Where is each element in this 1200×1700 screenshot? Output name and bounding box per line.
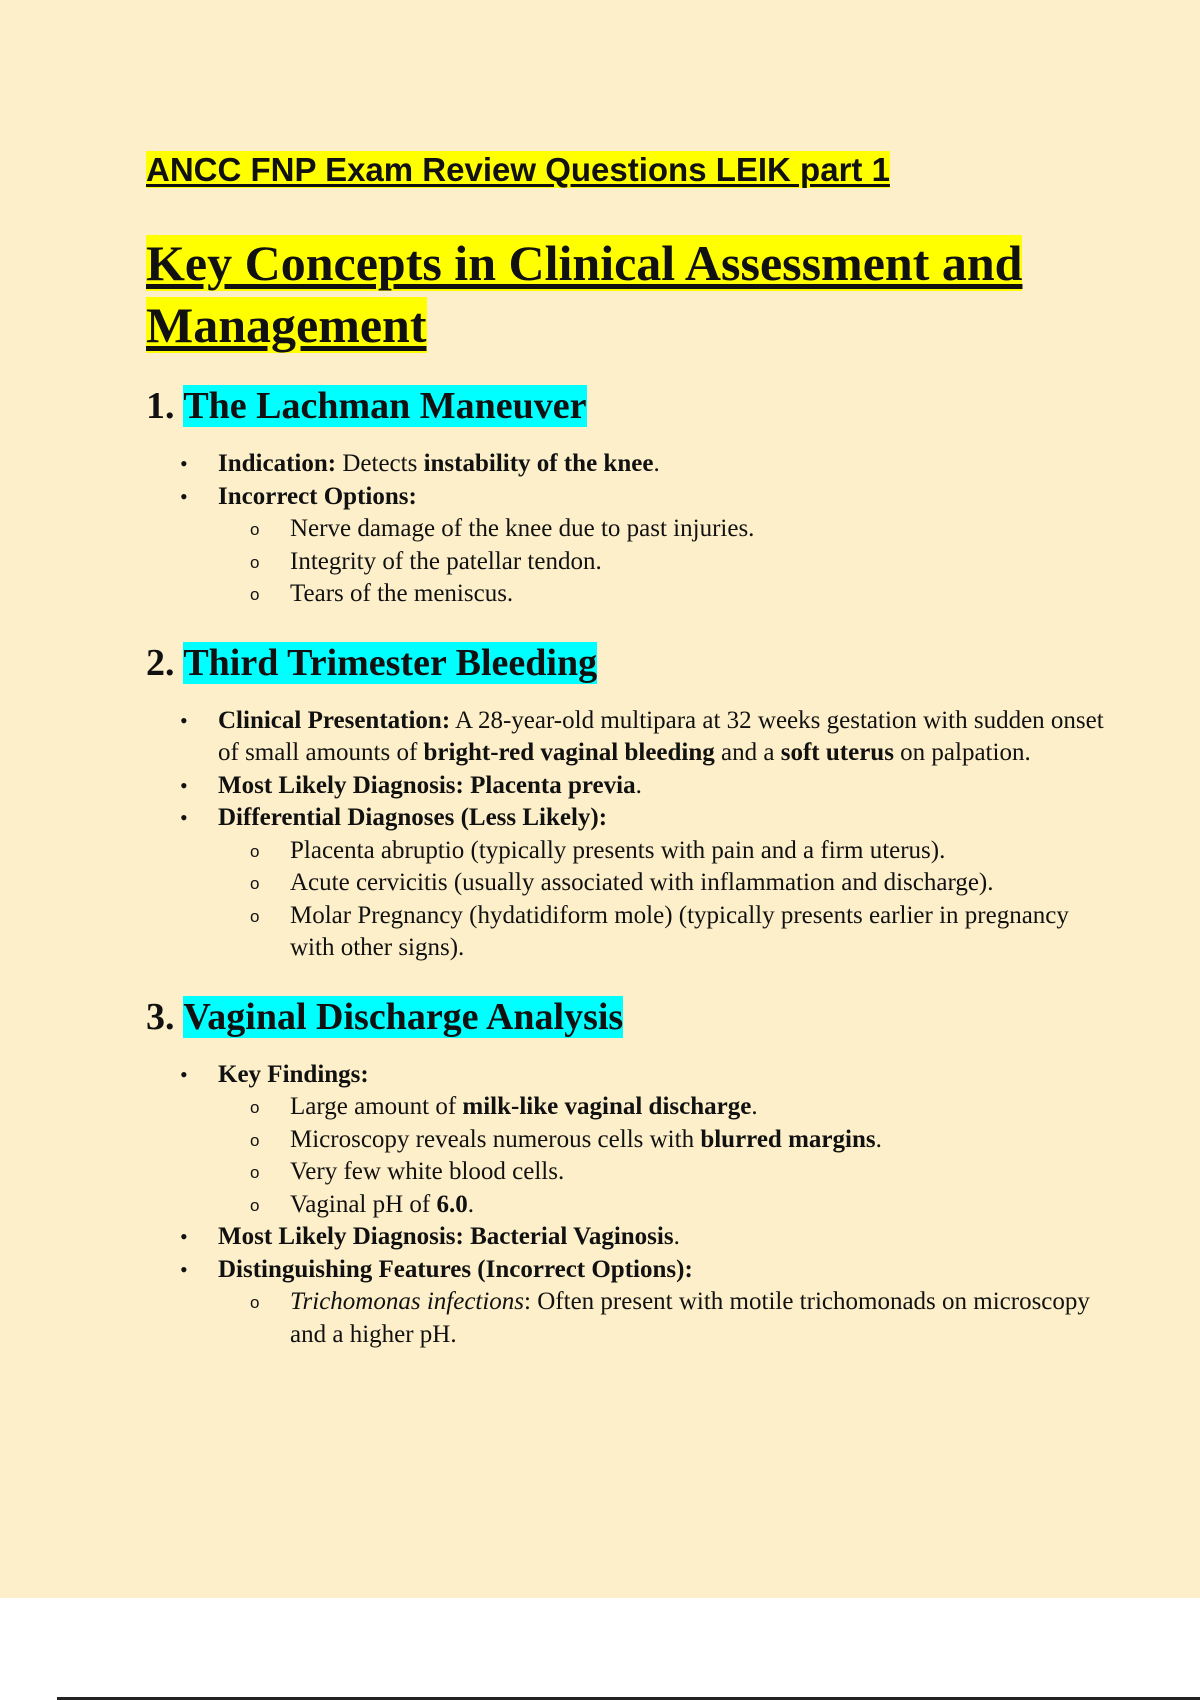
title-line-2: Management xyxy=(146,297,427,353)
list-item-indication: • Indication: Detects instability of the knee. xyxy=(146,448,1106,481)
list-item-differentials: • Differential Diagnoses (Less Likely): o Placenta abruptio (typically presents with pain and a firm uterus). o Acute cervicitis (usually associated with inflammation and discharge). o Molar Pregnancy (hydatidiform mole) (typically presents earlier in pregnancy with other signs). xyxy=(146,802,1106,965)
section-number: 2. xyxy=(146,641,175,684)
document-title xyxy=(146,232,1106,356)
section-heading-bleeding xyxy=(146,639,1106,687)
sub-list-item: o Microscopy reveals numerous cells with blurred margins. xyxy=(218,1124,1106,1157)
sub-list-item: o Integrity of the patellar tendon. xyxy=(218,546,1106,579)
document-content xyxy=(146,150,1106,1351)
sub-list-item: o Very few white blood cells. xyxy=(218,1156,1106,1189)
section-list xyxy=(146,1059,1106,1352)
section-number: 3. xyxy=(146,995,175,1038)
section-list xyxy=(146,448,1106,611)
list-item-presentation: • Clinical Presentation: A 28-year-old multipara at 32 weeks gestation with sudden onset of small amounts of bright-red vaginal bleeding and a soft uterus on palpation. xyxy=(146,705,1106,770)
sub-list-item: o Vaginal pH of 6.0. xyxy=(218,1189,1106,1222)
sub-list xyxy=(218,1091,1106,1221)
section-list xyxy=(146,705,1106,965)
list-item-distinguishing-features: • Distinguishing Features (Incorrect Options): o Trichomonas infections: Often present with motile trichomonads on microscopy and a higher pH. xyxy=(146,1254,1106,1352)
section-heading-lachman xyxy=(146,382,1106,430)
list-item-incorrect-options: • Incorrect Options: o Nerve damage of the knee due to past injuries. o Integrity of the patellar tendon. o Tears of the meniscus. xyxy=(146,481,1106,611)
section-heading-discharge xyxy=(146,993,1106,1041)
sub-list xyxy=(218,835,1106,965)
section-title: Vaginal Discharge Analysis xyxy=(183,995,624,1038)
sub-list-item: o Large amount of milk-like vaginal discharge. xyxy=(218,1091,1106,1124)
document-subtitle: ANCC FNP Exam Review Questions LEIK part 1 xyxy=(146,151,890,188)
section-title: The Lachman Maneuver xyxy=(183,385,587,427)
sub-list-item: o Placenta abruptio (typically presents with pain and a firm uterus). xyxy=(218,835,1106,868)
sub-list-item: o Acute cervicitis (usually associated with inflammation and discharge). xyxy=(218,867,1106,900)
list-item-diagnosis: • Most Likely Diagnosis: Placenta previa. xyxy=(146,770,1106,803)
list-item-diagnosis: • Most Likely Diagnosis: Bacterial Vaginosis. xyxy=(146,1221,1106,1254)
section-number: 1. xyxy=(146,385,175,427)
sub-list-item: o Tears of the meniscus. xyxy=(218,578,1106,611)
sub-list-item: o Nerve damage of the knee due to past injuries. xyxy=(218,513,1106,546)
list-item-key-findings: • Key Findings: o Large amount of milk-like vaginal discharge. o Microscopy reveals numerous cells with blurred margins. o Very few white blood cells. o Vaginal pH of 6.0. xyxy=(146,1059,1106,1222)
title-line-1: Key Concepts in Clinical Assessment and xyxy=(146,235,1023,291)
sub-list-item: o Molar Pregnancy (hydatidiform mole) (typically presents earlier in pregnancy with other signs). xyxy=(218,900,1106,965)
sub-list-item: o Trichomonas infections: Often present with motile trichomonads on microscopy and a higher pH. xyxy=(218,1286,1106,1351)
section-title: Third Trimester Bleeding xyxy=(183,641,598,684)
sub-list xyxy=(218,1286,1106,1351)
sub-list xyxy=(218,513,1106,611)
